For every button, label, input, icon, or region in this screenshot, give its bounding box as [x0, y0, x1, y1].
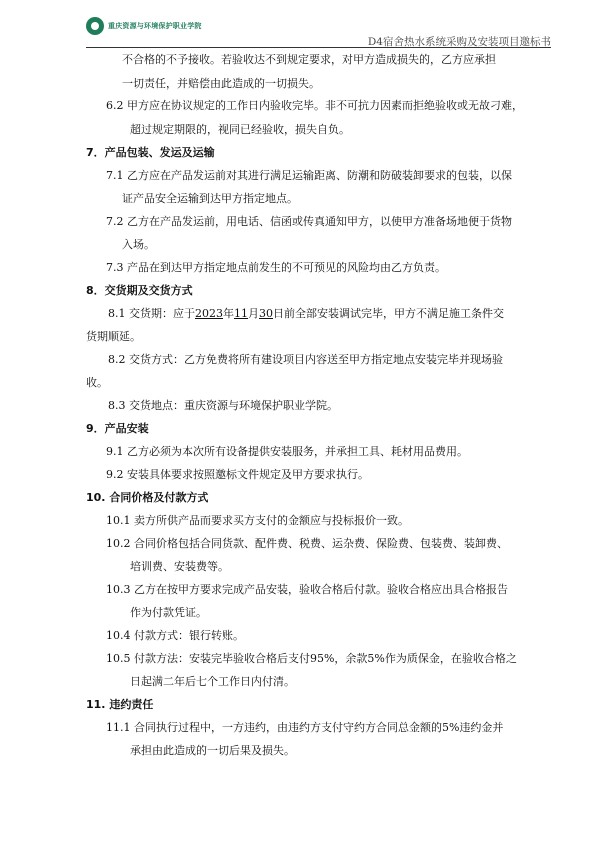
paragraph-line: 6.2 甲方应在协议规定的工作日内验收完毕。非不可抗力因素而拒绝验收或无故刁难， [106, 99, 523, 112]
school-emblem-icon [86, 17, 104, 35]
paragraph-line: 8.3 交货地点：重庆资源与环境保护职业学院。 [108, 399, 338, 412]
paragraph-line: 一切责任，并赔偿由此造成的一切损失。 [122, 77, 320, 90]
delivery-day: 30 [259, 307, 273, 320]
section-heading-9: 9．产品安装 [86, 422, 149, 435]
delivery-month: 11 [234, 307, 248, 320]
page-header [86, 17, 551, 47]
paragraph-line: 作为付款凭证。 [130, 606, 207, 619]
delivery-year: 2023 [195, 307, 223, 320]
section-heading-7: 7．产品包装、发运及运输 [86, 146, 215, 159]
paragraph-line: 证产品安全运输到达甲方指定地点。 [122, 192, 298, 205]
paragraph-line: 超过规定期限的，视同已经验收，损失自负。 [130, 123, 350, 136]
paragraph-line: 货期顺延。 [86, 330, 141, 343]
paragraph-line: 8.2 交货方式：乙方免费将所有建设项目内容送至甲方指定地点安装完毕并现场验 [108, 353, 503, 366]
document-title: D4宿舍热水系统采购及安装项目邀标书 [367, 36, 551, 48]
delivery-date-prefix: 8.1 交货期：应于 [108, 307, 195, 320]
year-unit: 年 [223, 307, 234, 320]
paragraph-line: 入场。 [122, 238, 155, 251]
header-divider [86, 47, 551, 48]
section-heading-10: 10. 合同价格及付款方式 [86, 491, 209, 504]
paragraph-line: 收。 [86, 376, 108, 389]
paragraph-line: 日起满二年后七个工作日内付清。 [130, 675, 295, 688]
school-logo [86, 17, 202, 35]
paragraph-line: 10.3 乙方在按甲方要求完成产品安装，验收合格后付款。验收合格应出具合格报告 [106, 583, 508, 596]
delivery-date-suffix: 日前全部安装调试完毕，甲方不满足施工条件交 [273, 307, 504, 320]
paragraph-line: 10.4 付款方式：银行转账。 [106, 629, 244, 642]
paragraph-line: 7.2 乙方在产品发运前，用电话、信函或传真通知甲方，以使甲方准备场地便于货物 [106, 215, 512, 228]
paragraph-line: 不合格的不予接收。若验收达不到规定要求，对甲方造成损失的，乙方应承担 [122, 53, 496, 66]
paragraph-line: 9.1 乙方必须为本次所有设备提供安装服务，并承担工具、耗材用品费用。 [106, 445, 468, 458]
paragraph-line: 10.2 合同价格包括合同货款、配件费、税费、运杂费、保险费、包装费、装卸费、 [106, 537, 508, 550]
paragraph-line: 承担由此造成的一切后果及损失。 [130, 744, 295, 757]
paragraph-line: 9.2 安装具体要求按照邀标文件规定及甲方要求执行。 [106, 468, 369, 481]
school-name-logo-text: 重庆资源与环境保护职业学院 [108, 22, 202, 30]
paragraph-line: 7.1 乙方应在产品发运前对其进行满足运输距离、防潮和防破装卸要求的包装，以保 [106, 169, 512, 182]
delivery-date-line [108, 307, 504, 321]
paragraph-line: 10.1 卖方所供产品而要求买方支付的金额应与投标报价一致。 [106, 514, 409, 527]
month-unit: 月 [248, 307, 259, 320]
paragraph-line: 10.5 付款方法：安装完毕验收合格后支付95%，余款5%作为质保金，在验收合格之 [106, 652, 517, 665]
section-heading-11: 11. 违约责任 [86, 698, 154, 711]
paragraph-line: 11.1 合同执行过程中，一方违约，由违约方支付守约方合同总金额的5%违约金并 [106, 721, 504, 734]
section-heading-8: 8．交货期及交货方式 [86, 284, 193, 297]
paragraph-line: 7.3 产品在到达甲方指定地点前发生的不可预见的风险均由乙方负责。 [106, 261, 446, 274]
paragraph-line: 培训费、安装费等。 [130, 560, 229, 573]
